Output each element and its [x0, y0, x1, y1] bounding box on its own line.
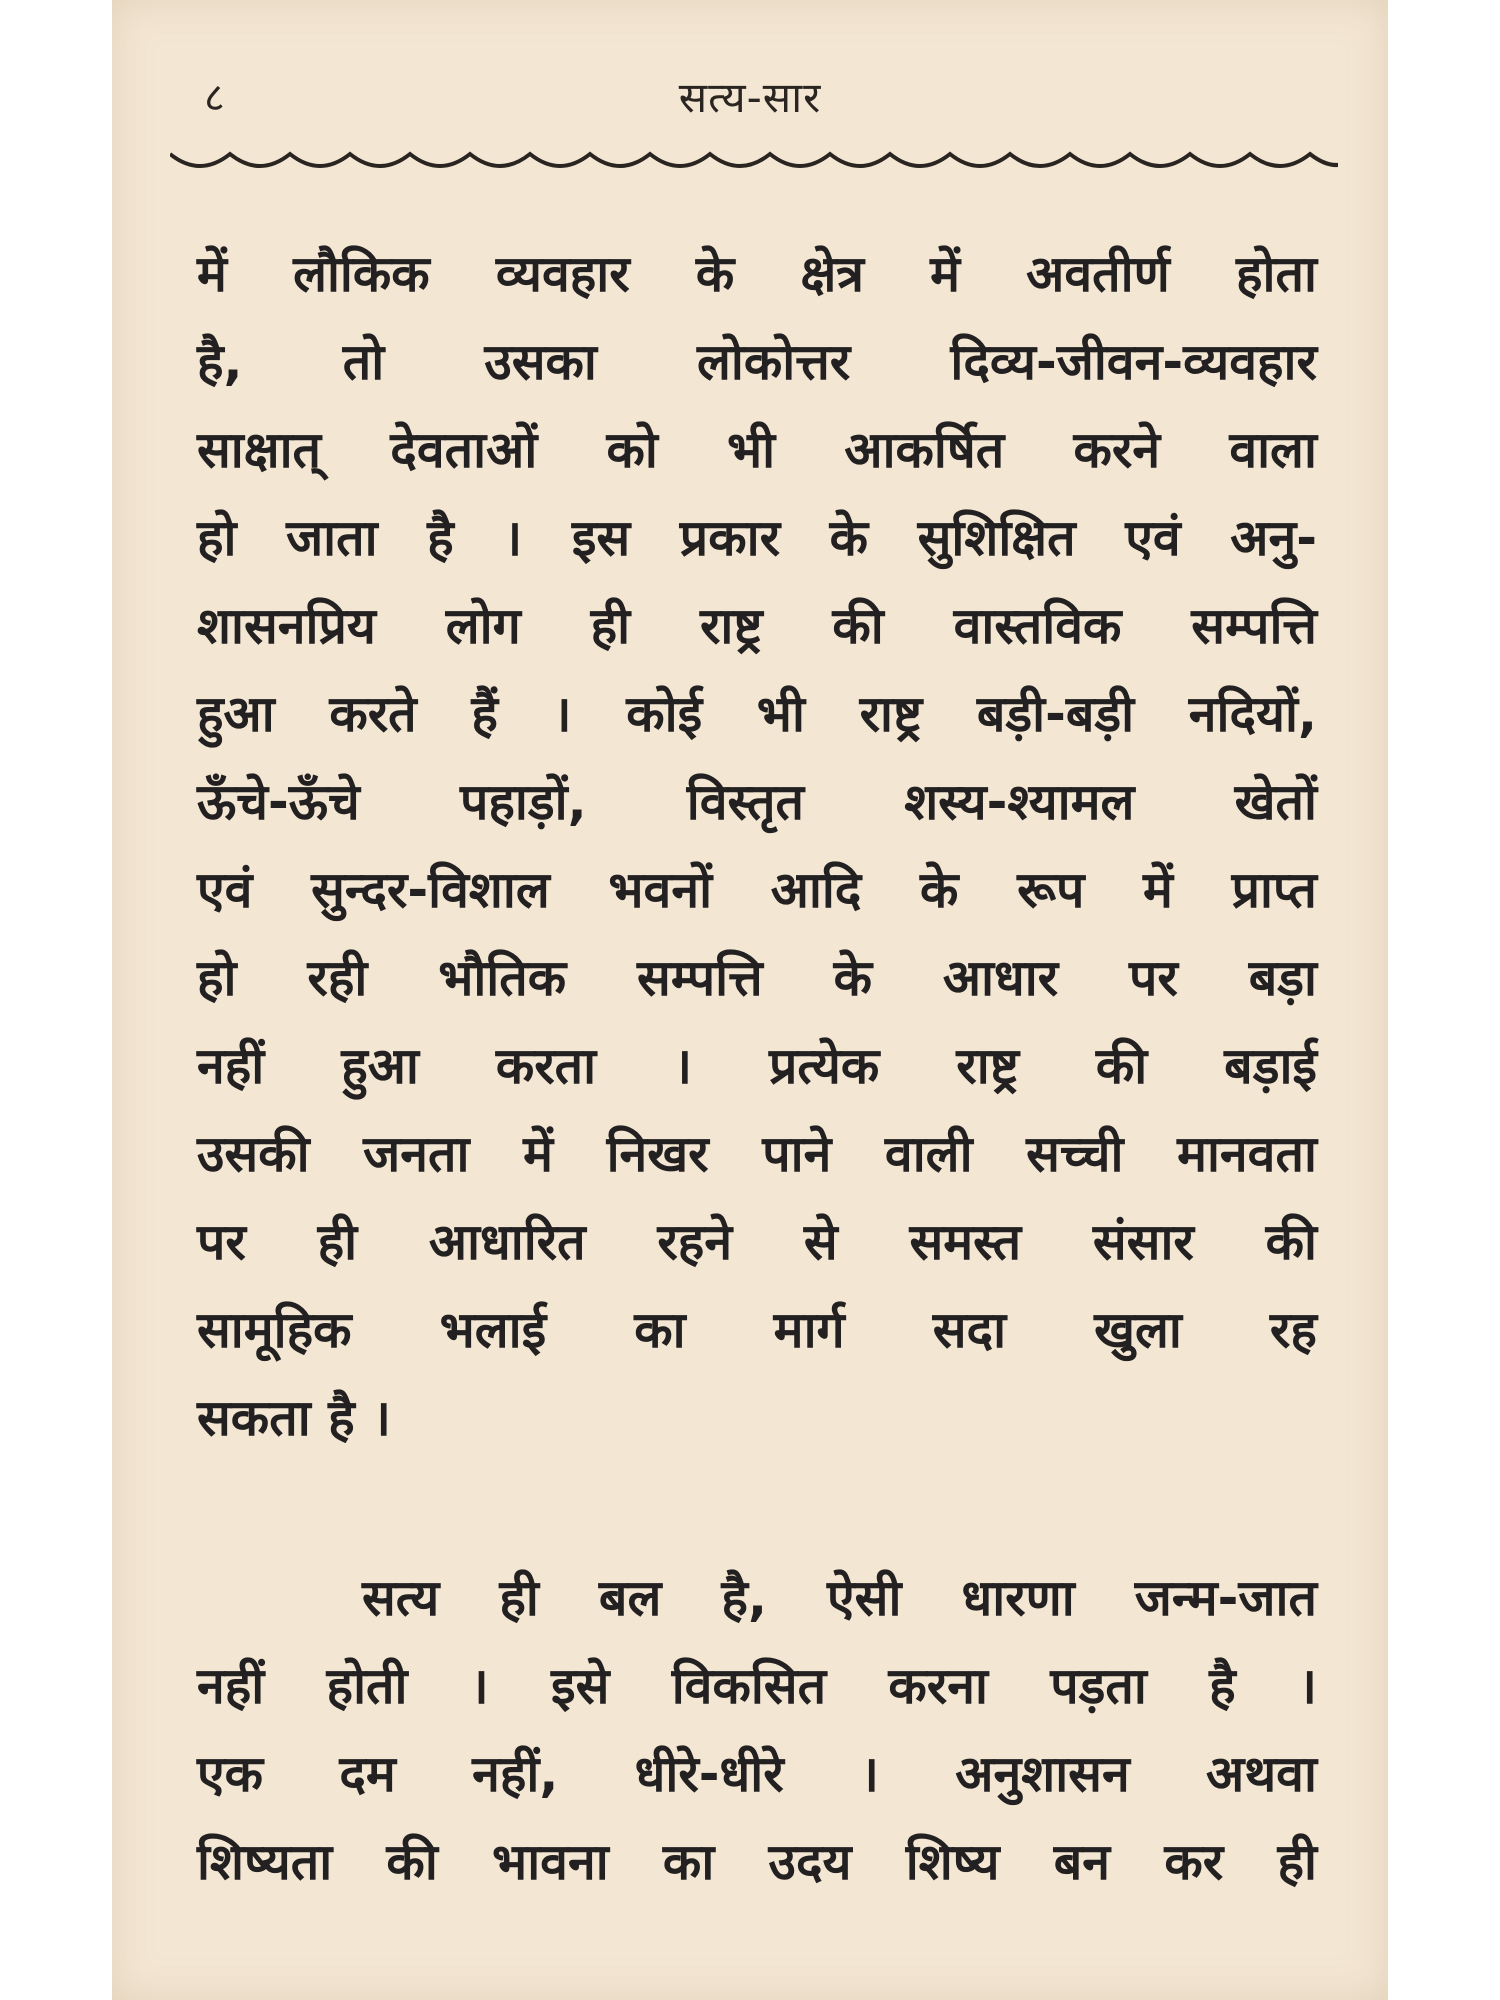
text-line: साक्षात् देवताओं को भी आकर्षित करने वाला [197, 421, 1317, 479]
text-line: है, तो उसका लोकोत्तर दिव्य-जीवन-व्यवहार [197, 333, 1317, 391]
text-line: हो रही भौतिक सम्पत्ति के आधार पर बड़ा [197, 949, 1317, 1007]
page-number: ८ [204, 75, 225, 121]
body-text [197, 230, 1317, 1906]
decorative-border [170, 146, 1338, 176]
text-line: नहीं हुआ करता । प्रत्येक राष्ट्र की बड़ाई [197, 1037, 1317, 1095]
running-title: सत्य-सार [678, 73, 822, 122]
page-header [112, 60, 1388, 120]
book-page [112, 0, 1388, 2000]
text-line: शासनप्रिय लोग ही राष्ट्र की वास्तविक सम्पत्ति [197, 597, 1317, 655]
paragraph-2 [197, 1554, 1317, 1906]
text-line: हुआ करते हैं । कोई भी राष्ट्र बड़ी-बड़ी नदियों, [197, 685, 1317, 743]
text-line: शिष्यता की भावना का उदय शिष्य बन कर ही [197, 1833, 1317, 1891]
text-line: ऊँचे-ऊँचे पहाड़ों, विस्तृत शस्य-श्यामल खेतों [197, 773, 1317, 831]
text-line: सामूहिक भलाई का मार्ग सदा खुला रह [197, 1301, 1317, 1359]
text-line: सकता है । [197, 1389, 391, 1447]
paragraph-1 [197, 230, 1317, 1462]
paragraph-gap [197, 1462, 1317, 1554]
text-line: उसकी जनता में निखर पाने वाली सच्ची मानवता [197, 1125, 1317, 1183]
text-line: नहीं होती । इसे विकसित करना पड़ता है । [197, 1657, 1317, 1715]
text-line: पर ही आधारित रहने से समस्त संसार की [197, 1213, 1317, 1271]
text-line: हो जाता है । इस प्रकार के सुशिक्षित एवं अनु- [197, 509, 1317, 567]
text-line: सत्य ही बल है, ऐसी धारणा जन्म-जात [362, 1569, 1317, 1627]
text-line: में लौकिक व्यवहार के क्षेत्र में अवतीर्ण होता [197, 245, 1317, 303]
text-line: एवं सुन्दर-विशाल भवनों आदि के रूप में प्राप्त [197, 861, 1317, 919]
text-line: एक दम नहीं, धीरे-धीरे । अनुशासन अथवा [197, 1745, 1317, 1803]
